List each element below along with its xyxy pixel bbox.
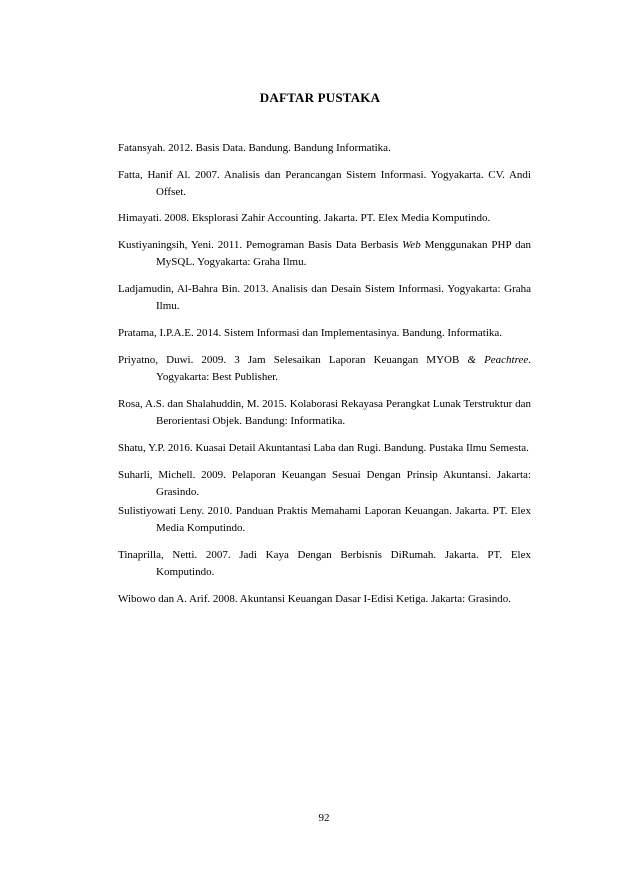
page-title: DAFTAR PUSTAKA xyxy=(259,90,381,105)
reference-text: Himayati. 2008. Eksplorasi Zahir Accounting. Jakarta. PT. Elex Media Komputindo. xyxy=(118,212,491,224)
reference-text-after: . Yogyakarta: Best Publisher. xyxy=(156,354,531,383)
reference-item xyxy=(118,352,531,386)
reference-text: Suharli, Michell. 2009. Pelaporan Keuangan Sesuai Dengan Prinsip Akuntansi. Jakarta: Grasindo. xyxy=(118,469,531,498)
reference-item xyxy=(118,547,531,581)
reference-item xyxy=(118,237,531,271)
reference-item xyxy=(118,140,531,157)
reference-text-before: Kustiyaningsih, Yeni. 2011. Pemograman Basis Data Berbasis xyxy=(118,239,403,251)
reference-list xyxy=(118,140,531,608)
reference-item xyxy=(118,440,531,457)
reference-italic: Web xyxy=(402,239,421,251)
reference-item xyxy=(118,325,531,342)
reference-text-after: Menggunakan PHP dan MySQL. Yogyakarta: Graha Ilmu. xyxy=(156,239,531,268)
reference-text: Rosa, A.S. dan Shalahuddin, M. 2015. Kolaborasi Rekayasa Perangkat Lunak Terstruktur dan Berorientasi Objek. Bandung: Informatika. xyxy=(118,398,531,427)
reference-item xyxy=(118,467,531,501)
page-number: 92 xyxy=(318,812,330,824)
reference-text: Wibowo dan A. Arif. 2008. Akuntansi Keuangan Dasar I-Edisi Ketiga. Jakarta: Grasindo. xyxy=(118,593,512,605)
reference-item xyxy=(118,167,531,201)
reference-text: Sulistiyowati Leny. 2010. Panduan Praktis Memahami Laporan Keuangan. Jakarta. PT. Elex Media Komputindo. xyxy=(118,505,531,534)
reference-text: Fatansyah. 2012. Basis Data. Bandung. Bandung Informatika. xyxy=(118,142,391,154)
reference-text: Shatu, Y.P. 2016. Kuasai Detail Akuntantasi Laba dan Rugi. Bandung. Pustaka Ilmu Semesta. xyxy=(118,442,529,454)
reference-text: Pratama, I.P.A.E. 2014. Sistem Informasi dan Implementasinya. Bandung. Informatika. xyxy=(118,327,503,339)
reference-item xyxy=(118,396,531,430)
reference-text: Ladjamudin, Al-Bahra Bin. 2013. Analisis dan Desain Sistem Informasi. Yogyakarta: Graha Ilmu. xyxy=(118,283,531,312)
reference-text: Tinaprilla, Netti. 2007. Jadi Kaya Dengan Berbisnis DiRumah. Jakarta. PT. Elex Komputindo. xyxy=(118,549,531,578)
reference-text-before: Priyatno, Duwi. 2009. 3 Jam Selesaikan Laporan Keuangan MYOB xyxy=(118,354,468,366)
reference-italic: & Peachtree xyxy=(467,354,529,366)
reference-item xyxy=(118,210,531,227)
reference-item xyxy=(118,503,531,537)
reference-item xyxy=(118,591,531,608)
reference-item xyxy=(118,281,531,315)
reference-text: Fatta, Hanif Al. 2007. Analisis dan Perancangan Sistem Informasi. Yogyakarta. CV. Andi Offset. xyxy=(118,169,531,198)
